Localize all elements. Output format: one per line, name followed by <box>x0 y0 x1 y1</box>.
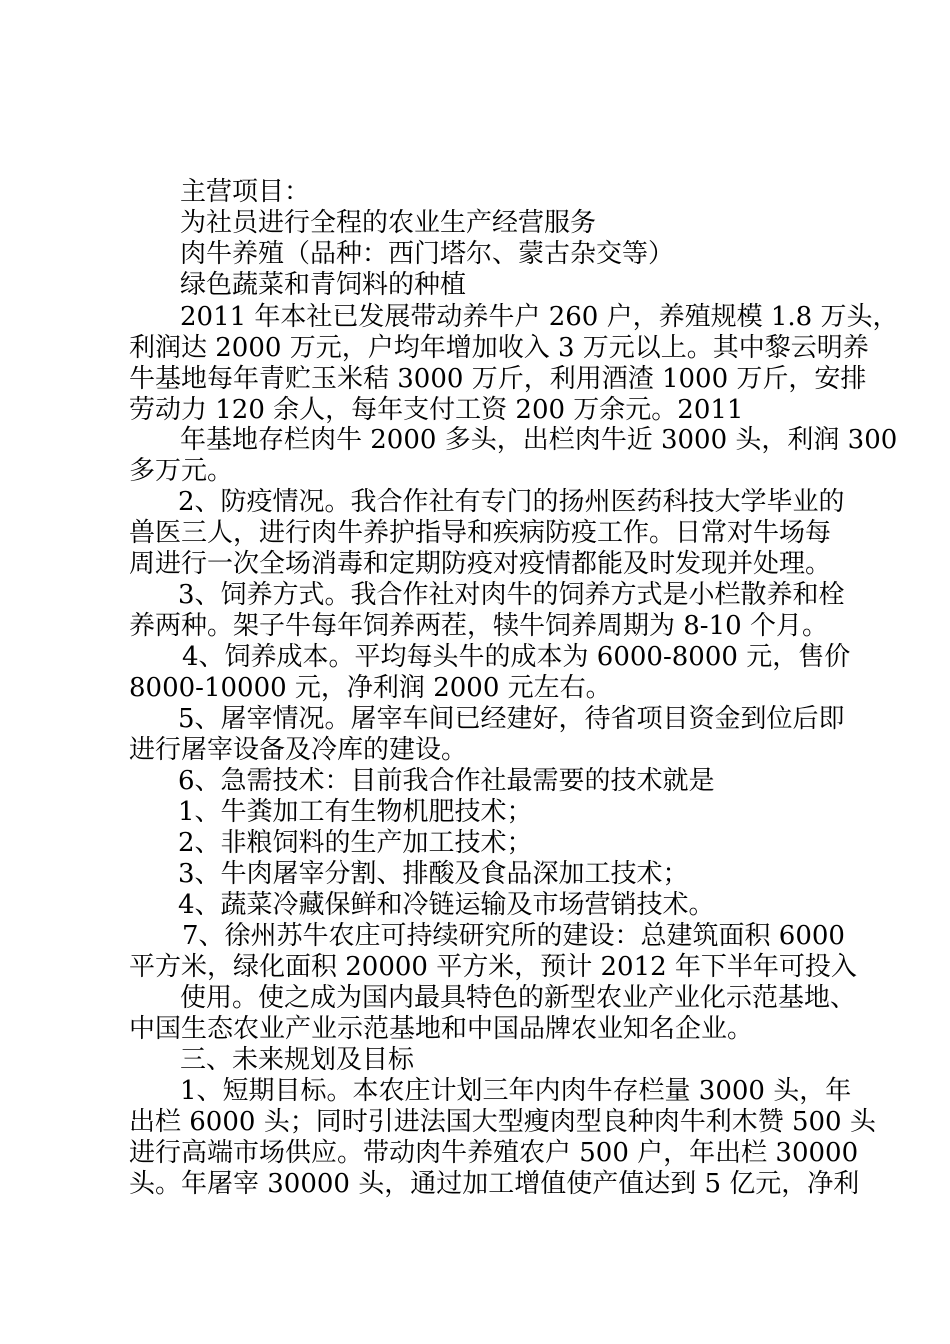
text-line: 出栏 6000 头；同时引进法国大型瘦肉型良种肉牛利木赞 500 头 <box>129 1107 876 1137</box>
text-line: 4、蔬菜冷藏保鲜和冷链运输及市场营销技术。 <box>178 890 715 920</box>
text-line: 1、牛粪加工有生物机肥技术； <box>178 797 533 827</box>
text-line: 头。年屠宰 30000 头，通过加工增值使产值达到 5 亿元，净利 <box>129 1169 860 1199</box>
text-line: 1、短期目标。本农庄计划三年内肉牛存栏量 3000 头，年 <box>180 1076 852 1106</box>
text-line: 2、非粮饲料的生产加工技术； <box>178 828 533 858</box>
text-line: 3、饲养方式。我合作社对肉牛的饲养方式是小栏散养和栓 <box>178 580 845 610</box>
text-line: 年基地存栏肉牛 2000 多头，出栏肉牛近 3000 头，利润 300 <box>180 425 898 455</box>
text-line: 劳动力 120 余人，每年支付工资 200 万余元。2011 <box>129 395 744 425</box>
text-line: 为社员进行全程的农业生产经营服务 <box>180 208 597 238</box>
text-line: 6、急需技术：目前我合作社最需要的技术就是 <box>178 766 715 796</box>
text-line: 中国生态农业产业示范基地和中国品牌农业知名企业。 <box>129 1014 754 1044</box>
text-line: 养两种。架子牛每年饲养两茬，犊牛饲养周期为 8-10 个月。 <box>129 611 828 641</box>
text-line: 绿色蔬菜和青饲料的种植 <box>180 270 467 300</box>
text-line: 牛基地每年青贮玉米秸 3000 万斤，利用酒渣 1000 万斤，安排 <box>129 364 867 394</box>
text-line: 7、徐州苏牛农庄可持续研究所的建设：总建筑面积 6000 <box>182 921 845 951</box>
text-line: 肉牛养殖（品种：西门塔尔、蒙古杂交等） <box>180 239 675 269</box>
text-line: 2、防疫情况。我合作社有专门的扬州医药科技大学毕业的 <box>178 487 845 517</box>
text-line: 多万元。 <box>129 456 234 486</box>
text-line: 3、牛肉屠宰分割、排酸及食品深加工技术； <box>178 859 689 889</box>
text-line: 平方米，绿化面积 20000 平方米，预计 2012 年下半年可投入 <box>129 952 857 982</box>
text-line: 主营项目： <box>180 177 311 207</box>
text-line: 8000-10000 元，净利润 2000 元左右。 <box>129 673 612 703</box>
text-line: 进行高端市场供应。带动肉牛养殖农户 500 户，年出栏 30000 <box>129 1138 859 1168</box>
text-line: 4、饲养成本。平均每头牛的成本为 6000-8000 元，售价 <box>182 642 851 672</box>
text-line: 兽医三人，进行肉牛养护指导和疾病防疫工作。日常对牛场每 <box>129 518 832 548</box>
text-line: 利润达 2000 万元，户均年增加收入 3 万元以上。其中黎云明养 <box>129 333 869 363</box>
text-line: 使用。使之成为国内最具特色的新型农业产业化示范基地、 <box>180 983 857 1013</box>
text-line: 周进行一次全场消毒和定期防疫对疫情都能及时发现并处理。 <box>129 549 832 579</box>
text-line: 进行屠宰设备及冷库的建设。 <box>129 735 468 765</box>
text-line: 5、屠宰情况。屠宰车间已经建好，待省项目资金到位后即 <box>178 704 845 734</box>
text-line: 2011 年本社已发展带动养牛户 260 户，养殖规模 1.8 万头， <box>180 302 899 332</box>
text-line: 三、未来规划及目标 <box>180 1045 415 1075</box>
